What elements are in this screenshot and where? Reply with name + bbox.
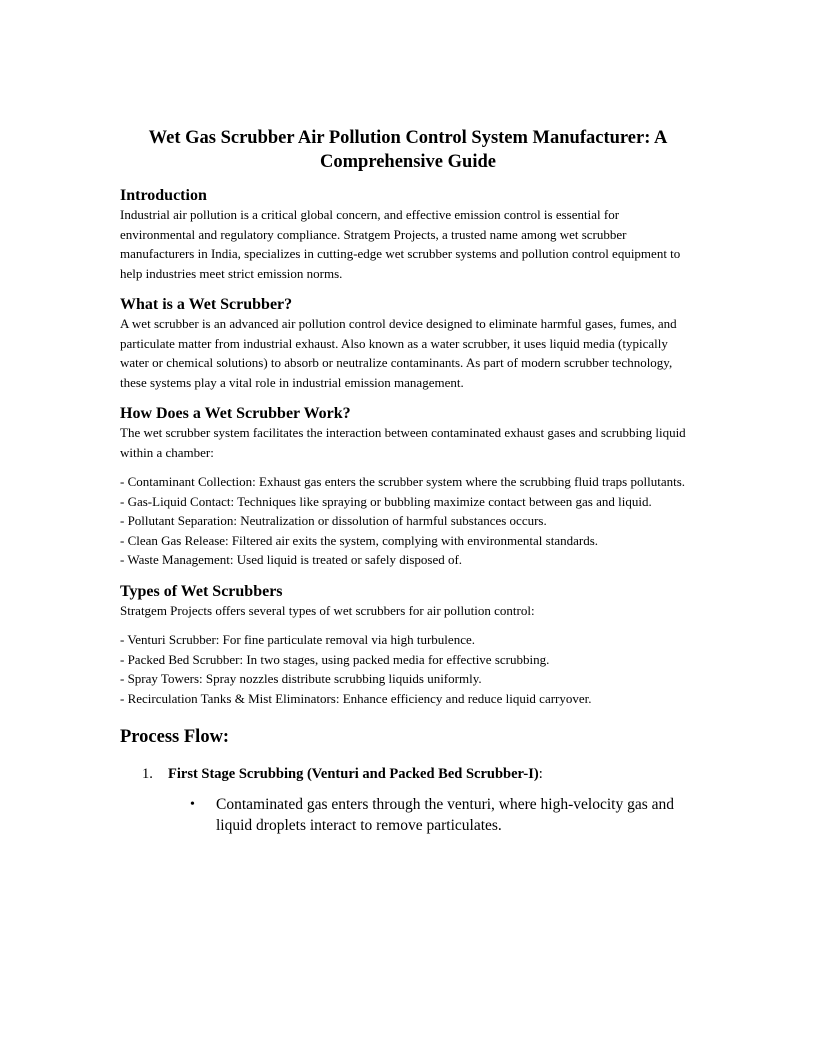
introduction-heading: Introduction <box>120 187 207 204</box>
process-flow-heading: Process Flow: <box>120 727 230 747</box>
list-item: - Venturi Scrubber: For fine particulate removal via high turbulence. <box>120 632 475 647</box>
step-point-text: Contaminated gas enters through the venturi, where high-velocity gas and liquid droplets interact to remove particulates. <box>216 796 674 834</box>
types-section <box>120 582 696 709</box>
list-item: - Pollutant Separation: Neutralization or dissolution of harmful substances occurs. <box>120 513 547 528</box>
process-flow-section <box>120 726 696 836</box>
list-item: - Contaminant Collection: Exhaust gas enters the scrubber system where the scrubbing fluid traps pollutants. <box>120 474 686 489</box>
step-number: 1. <box>142 766 153 782</box>
step-title: First Stage Scrubbing (Venturi and Packed Bed Scrubber-I) <box>168 766 539 782</box>
step-title-wrap <box>168 764 543 784</box>
list-item: - Gas-Liquid Contact: Techniques like spraying or bubbling maximize contact between gas and liquid. <box>120 493 652 509</box>
document-page <box>120 126 696 836</box>
list-item: - Recirculation Tanks & Mist Eliminators: Enhance efficiency and reduce liquid carryover. <box>120 690 592 706</box>
types-heading: Types of Wet Scrubbers <box>120 582 283 600</box>
what-is-section <box>120 295 696 392</box>
introduction-section <box>120 186 696 283</box>
introduction-body: Industrial air pollution is a critical global concern, and effective emission control is essential for environmental and regulatory compliance. Stratgem Projects, a trusted name among wet scrubber manufacturers in India, specializes in cutting-edge wet scrubber systems and pollution control equipment to help industries meet strict emission norms. <box>120 207 681 281</box>
step-title-suffix: : <box>538 766 543 782</box>
step-point <box>190 794 696 836</box>
list-item: - Waste Management: Used liquid is treated or safely disposed of. <box>120 552 463 567</box>
document-title: Wet Gas Scrubber Air Pollution Control System Manufacturer: A Comprehensive Guide <box>148 128 668 172</box>
list-item: - Clean Gas Release: Filtered air exits the system, complying with environmental standards. <box>120 532 598 548</box>
what-is-heading: What is a Wet Scrubber? <box>120 296 293 313</box>
types-body: Stratgem Projects offers several types of wet scrubbers for air pollution control: <box>120 602 535 618</box>
how-it-works-body: The wet scrubber system facilitates the interaction between contaminated exhaust gases and scrubbing liquid within a chamber: <box>120 425 686 460</box>
how-it-works-section <box>120 404 696 570</box>
list-item: - Spray Towers: Spray nozzles distribute scrubbing liquids uniformly. <box>120 671 482 686</box>
how-it-works-heading: How Does a Wet Scrubber Work? <box>120 405 351 422</box>
bullet-icon: • <box>190 797 195 812</box>
what-is-body: A wet scrubber is an advanced air pollution control device designed to eliminate harmful gases, fumes, and particulate matter from industrial exhaust. Also known as a water scrubber, it uses liquid media (typically water or chemical solutions) to absorb or neutralize contaminants. As part of modern scrubber technology, these systems play a vital role in industrial emission management. <box>120 316 677 390</box>
process-step <box>142 764 696 784</box>
list-item: - Packed Bed Scrubber: In two stages, using packed media for effective scrubbing. <box>120 651 550 667</box>
